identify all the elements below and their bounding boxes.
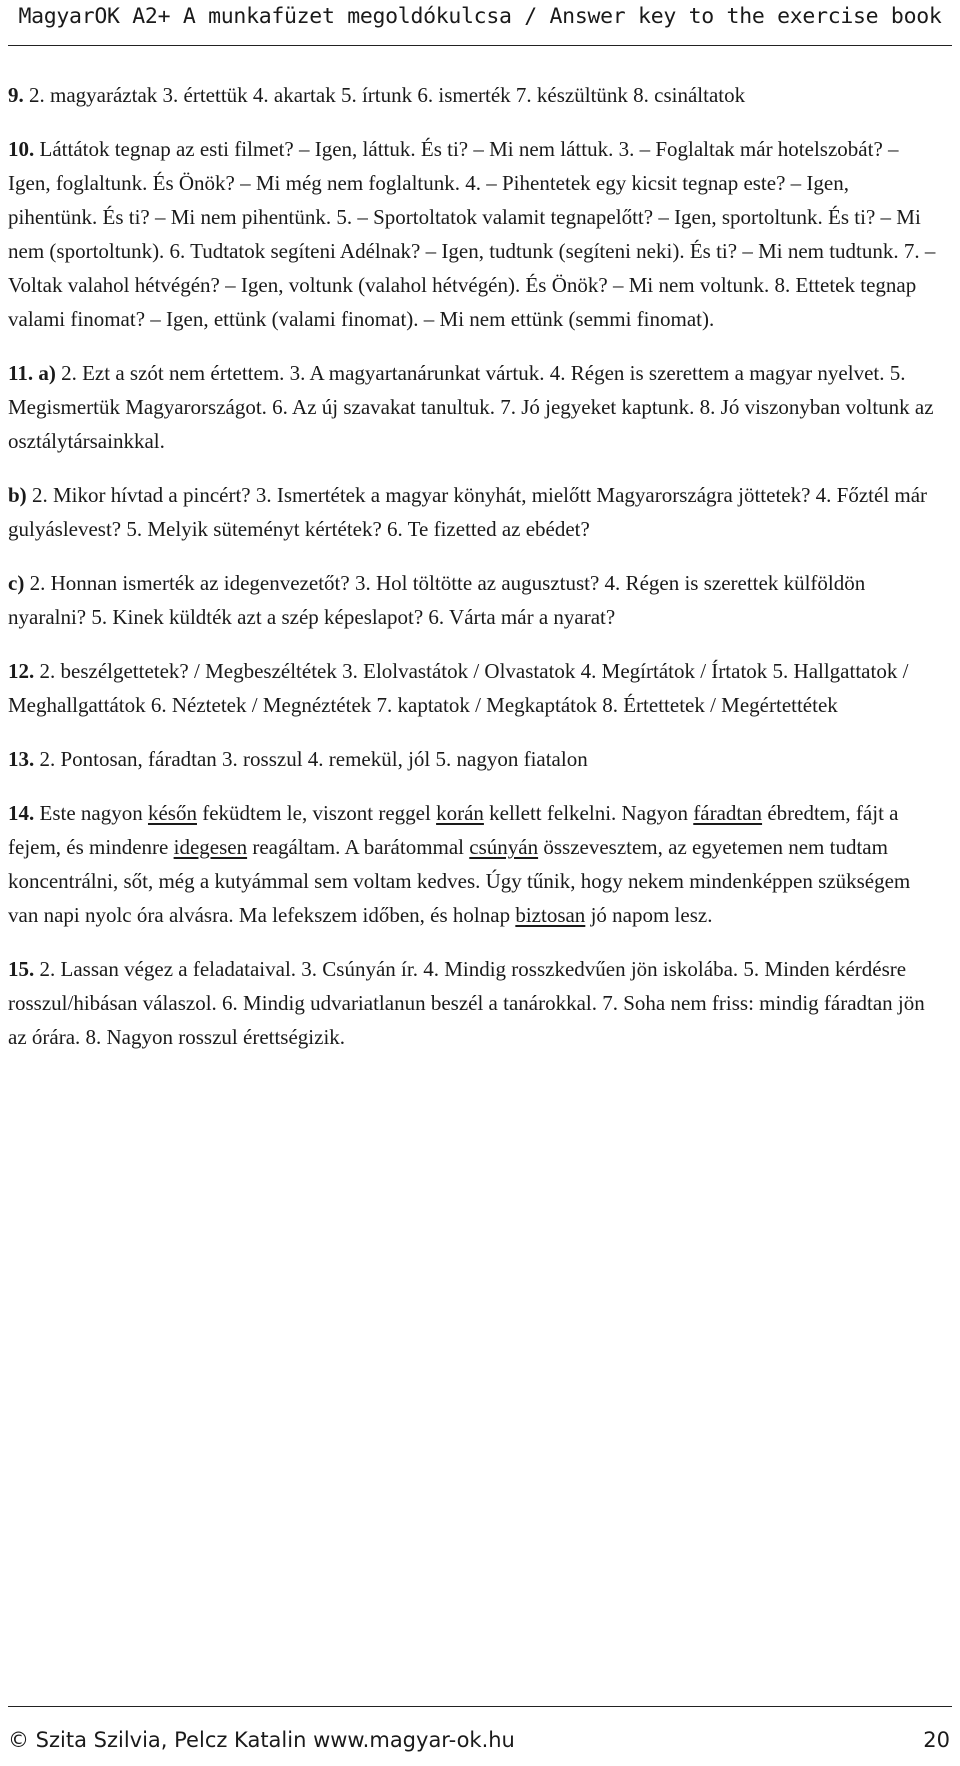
exercise-text: Láttátok tegnap az esti filmet? – Igen, láttuk. És ti? – Mi nem láttuk. 3. – Foglaltak már hotelszobát? – Igen, foglaltunk. És Önök? – Mi még nem foglaltunk. 4. – Pihentetek egy kicsit tegnap este? – Igen, pihentünk. És ti? – Mi nem pihentünk. 5. – Sportoltatok valamit tegnapelőtt? – Igen, sportoltunk. És ti? – Mi nem (sportoltunk). 6. Tudtatok segíteni Adélnak? – Igen, tudtunk (segíteni neki). És ti? – Mi nem tudtunk. 7. – Voltak valahol hétvégén? – Igen, voltunk (valahol hétvégén). És Önök? – Mi nem voltunk. 8. Ettetek tegnap valami finomat? – Igen, ettünk (valami finomat). – Mi nem ettünk (semmi finomat). <box>8 137 936 331</box>
exercise-number: 10. <box>8 137 35 161</box>
subexercise-label: b) <box>8 483 27 507</box>
page-number: 20 <box>923 1728 950 1752</box>
exercise-11c <box>8 566 943 634</box>
exercise-text: 2. Pontosan, fáradtan 3. rosszul 4. remekül, jól 5. nagyon fiatalon <box>34 747 588 771</box>
exercise-10 <box>8 132 943 336</box>
exercise-text: reagáltam. A barátommal <box>247 835 470 859</box>
exercise-11b <box>8 478 943 546</box>
exercise-13 <box>8 742 943 776</box>
exercise-number: 12. <box>8 659 35 683</box>
footer-credits: © Szita Szilvia, Pelcz Katalin www.magyar-ok.hu <box>8 1728 515 1752</box>
underlined-answer: idegesen <box>173 835 248 859</box>
exercise-number: 15. <box>8 957 35 981</box>
exercise-text: 2. beszélgettetek? / Megbeszéltétek 3. Elolvastátok / Olvastatok 4. Megírtátok / Írtatok 5. Hallgattatok / Meghallgattátok 6. Néztetek / Megnéztétek 7. kaptatok / Megkaptátok 8. Értettetek / Megértettétek <box>8 659 909 717</box>
header-divider <box>8 45 952 46</box>
page-header: MagyarOK A2+ A munkafüzet megoldókulcsa / Answer key to the exercise book <box>18 4 942 29</box>
exercise-text: 2. magyaráztak 3. értettük 4. akartak 5. írtunk 6. ismerték 7. készültünk 8. csináltatok <box>23 83 746 107</box>
exercise-text: Este nagyon <box>34 801 148 825</box>
page-footer <box>8 1722 950 1762</box>
exercise-14 <box>8 796 943 932</box>
exercise-text: jó napom lesz. <box>585 903 713 927</box>
exercise-9 <box>8 78 943 112</box>
subexercise-label: c) <box>8 571 25 595</box>
answer-key-content <box>8 78 943 1074</box>
exercise-number: 14. <box>8 801 35 825</box>
exercise-12 <box>8 654 943 722</box>
exercise-text: 2. Lassan végez a feladataival. 3. Csúnyán ír. 4. Mindig rosszkedvűen jön iskolába. 5. Minden kérdésre rosszul/hibásan válaszol. 6. Mindig udvariatlanun beszél a tanárokkal. 7. Soha nem friss: mindig fáradtan jön az órára. 8. Nagyon rosszul érettségizik. <box>8 957 925 1049</box>
exercise-text: 2. Mikor hívtad a pincért? 3. Ismertétek a magyar könyhát, mielőtt Magyarországra jöttetek? 4. Főztél már gulyáslevest? 5. Melyik süteményt kértétek? 6. Te fizetted az ebédet? <box>8 483 928 541</box>
underlined-answer: fáradtan <box>693 801 763 825</box>
exercise-text: kellett felkelni. Nagyon <box>483 801 694 825</box>
exercise-text: 2. Honnan ismerték az idegenvezetőt? 3. Hol töltötte az augusztust? 4. Régen is szerettek külföldön nyaralni? 5. Kinek küldték azt a szép képeslapot? 6. Várta már a nyarat? <box>8 571 866 629</box>
exercise-15 <box>8 952 943 1054</box>
exercise-number: 11. <box>8 361 34 385</box>
exercise-11a <box>8 356 943 458</box>
underlined-answer: korán <box>436 801 484 825</box>
exercise-text: ébredtem, fájt a fejem, és mindenre <box>8 801 899 859</box>
subexercise-label: a) <box>38 361 56 385</box>
underlined-answer: későn <box>147 801 197 825</box>
underlined-answer: csúnyán <box>469 835 539 859</box>
exercise-text: összevesztem, az egyetemen nem tudtam koncentrálni, sőt, még a kutyámmal sem voltam kedves. Úgy tűnik, hogy nekem mindenképpen szükségem van napi nyolc óra alvásra. Ma lefekszem időben, és holnap <box>8 835 911 927</box>
exercise-number: 13. <box>8 747 35 771</box>
exercise-number: 9. <box>8 83 24 107</box>
footer-divider <box>8 1706 952 1707</box>
underlined-answer: biztosan <box>515 903 586 927</box>
exercise-text: feküdtem le, viszont reggel <box>196 801 437 825</box>
exercise-text: 2. Ezt a szót nem értettem. 3. A magyartanárunkat vártuk. 4. Régen is szerettem a magyar nyelvet. 5. Megismertük Magyarországot. 6. Az új szavakat tanultuk. 7. Jó jegyeket kaptunk. 8. Jó viszonyban voltunk az osztálytársainkkal. <box>8 361 934 453</box>
